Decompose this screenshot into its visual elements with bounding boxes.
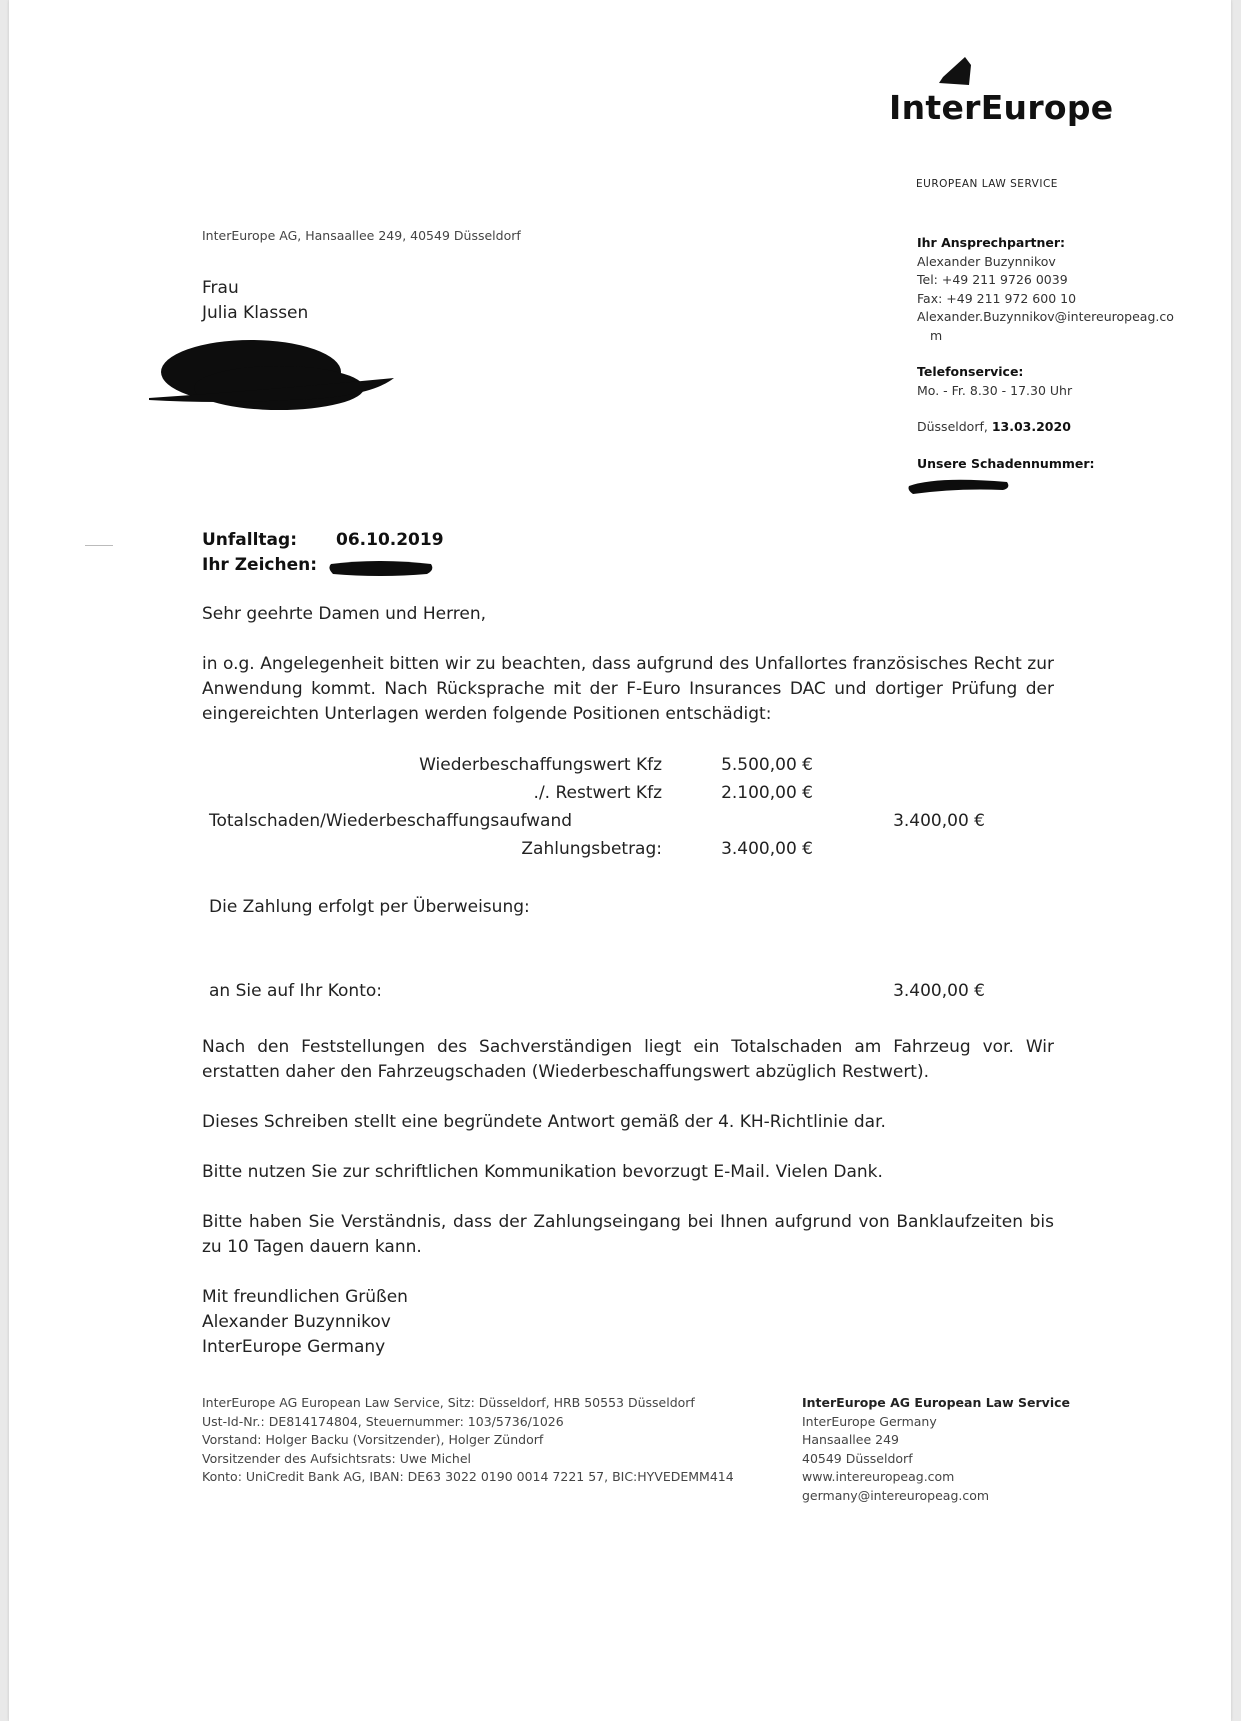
- margin-fold-mark: [85, 545, 113, 546]
- redacted-address: [139, 328, 401, 424]
- account-label: an Sie auf Ihr Konto:: [209, 981, 383, 1001]
- sender-address-line: InterEurope AG, Hansaallee 249, 40549 Düsseldorf: [202, 228, 521, 243]
- footer-website-link[interactable]: www.intereuropeag.com: [802, 1469, 955, 1484]
- payment-amount-label: Zahlungsbetrag:: [521, 839, 662, 859]
- footer-address-line: 40549 Düsseldorf: [802, 1450, 913, 1466]
- closing-name: Alexander Buzynnikov: [202, 1312, 391, 1332]
- replacement-value-label: Wiederbeschaffungswert Kfz: [419, 755, 662, 775]
- footer-legal-info: [202, 1394, 734, 1487]
- accident-date-label: Unfalltag:: [202, 530, 297, 550]
- closing-block: [202, 1285, 408, 1360]
- recipient-address: [202, 276, 308, 326]
- phone-service-heading: Telefonservice:: [917, 364, 1024, 379]
- account-amount: 3.400,00 €: [893, 981, 985, 1001]
- intereurope-logo-mark: [935, 55, 975, 91]
- residual-value-label: ./. Restwert Kfz: [533, 783, 662, 803]
- contact-info: [917, 234, 1174, 473]
- contact-email[interactable]: Alexander.Buzynnikov@intereuropeag.co: [917, 309, 1174, 324]
- intro-paragraph: in o.g. Angelegenheit bitten wir zu beachten, dass aufgrund des Unfallortes französisches Recht zur Anwendung kommt. Nach Rücksprache mit der F-Euro Insurances DAC und dortiger Prüfung der eingereichten Unterlagen werden folgende Positionen entschädigt:: [202, 654, 1054, 724]
- payment-amount-value: 3.400,00 €: [721, 839, 813, 859]
- contact-email-wrap: m: [930, 327, 943, 343]
- reference-block: [202, 528, 444, 578]
- brand-subtitle: EUROPEAN LAW SERVICE: [916, 178, 1058, 190]
- phone-service-hours: Mo. - Fr. 8.30 - 17.30 Uhr: [917, 382, 1073, 398]
- letter-date-city: Düsseldorf,: [917, 419, 992, 434]
- redacted-claim-number: [907, 474, 1011, 496]
- footer-email-link[interactable]: germany@intereuropeag.com: [802, 1487, 990, 1503]
- footer-legal-line: Ust-Id-Nr.: DE814174804, Steuernummer: 103/5736/1026: [202, 1413, 564, 1429]
- contact-heading: Ihr Ansprechpartner:: [917, 235, 1066, 250]
- footer-legal-line: InterEurope AG European Law Service, Sitz: Düsseldorf, HRB 50553 Düsseldorf: [202, 1395, 695, 1410]
- footer-company-address: [802, 1394, 1070, 1505]
- contact-person: Alexander Buzynnikov: [917, 253, 1056, 269]
- total-loss-amount: 3.400,00 €: [893, 811, 985, 831]
- greeting: Sehr geehrte Damen und Herren,: [202, 604, 487, 624]
- body-paragraph-total-loss: Nach den Feststellungen des Sachverständigen liegt ein Totalschaden am Fahrzeug vor. Wir erstatten daher den Fahrzeugschaden (Wiederbeschaffungswert abzüglich Restwert).: [202, 1037, 1054, 1082]
- recipient-name: Julia Klassen: [202, 303, 309, 323]
- residual-value-amount: 2.100,00 €: [721, 783, 813, 803]
- accident-date-value: 06.10.2019: [336, 530, 444, 550]
- your-reference-label: Ihr Zeichen:: [202, 555, 318, 575]
- letter-page: [9, 0, 1231, 1721]
- transfer-intro: Die Zahlung erfolgt per Überweisung:: [209, 897, 530, 917]
- recipient-salutation: Frau: [202, 278, 239, 298]
- letter-date-line: [917, 418, 1174, 437]
- closing-regards: Mit freundlichen Grüßen: [202, 1287, 408, 1307]
- footer-address-line: InterEurope Germany: [802, 1413, 937, 1429]
- body-paragraph-bank-delay: Bitte haben Sie Verständnis, dass der Zahlungseingang bei Ihnen aufgrund von Banklaufzeiten bis zu 10 Tagen dauern kann.: [202, 1212, 1054, 1257]
- accident-date-row: [202, 528, 444, 553]
- footer-legal-line: Vorstand: Holger Backu (Vorsitzender), Holger Zündorf: [202, 1432, 544, 1447]
- footer-address-line: Hansaallee 249: [802, 1432, 899, 1447]
- total-loss-label: Totalschaden/Wiederbeschaffungsaufwand: [209, 811, 573, 831]
- claim-number-heading: Unsere Schadennummer:: [917, 455, 1095, 471]
- footer-legal-line: Konto: UniCredit Bank AG, IBAN: DE63 3022 0190 0014 7221 57, BIC:HYVEDEMM414: [202, 1469, 734, 1484]
- body-paragraph-directive: Dieses Schreiben stellt eine begründete Antwort gemäß der 4. KH-Richtlinie dar.: [202, 1112, 886, 1132]
- contact-phone: Tel: +49 211 9726 0039: [917, 272, 1068, 287]
- replacement-value-amount: 5.500,00 €: [721, 755, 813, 775]
- footer-company-title: InterEurope AG European Law Service: [802, 1395, 1070, 1410]
- contact-fax: Fax: +49 211 972 600 10: [917, 290, 1077, 306]
- brand-name: InterEurope: [889, 88, 1114, 127]
- letter-date: 13.03.2020: [991, 419, 1071, 434]
- body-paragraph-email: Bitte nutzen Sie zur schriftlichen Kommunikation bevorzugt E-Mail. Vielen Dank.: [202, 1162, 883, 1182]
- footer-legal-line: Vorsitzender des Aufsichtsrats: Uwe Michel: [202, 1450, 471, 1466]
- closing-company: InterEurope Germany: [202, 1337, 386, 1357]
- your-reference-row: [202, 553, 317, 578]
- redacted-reference: [327, 556, 435, 580]
